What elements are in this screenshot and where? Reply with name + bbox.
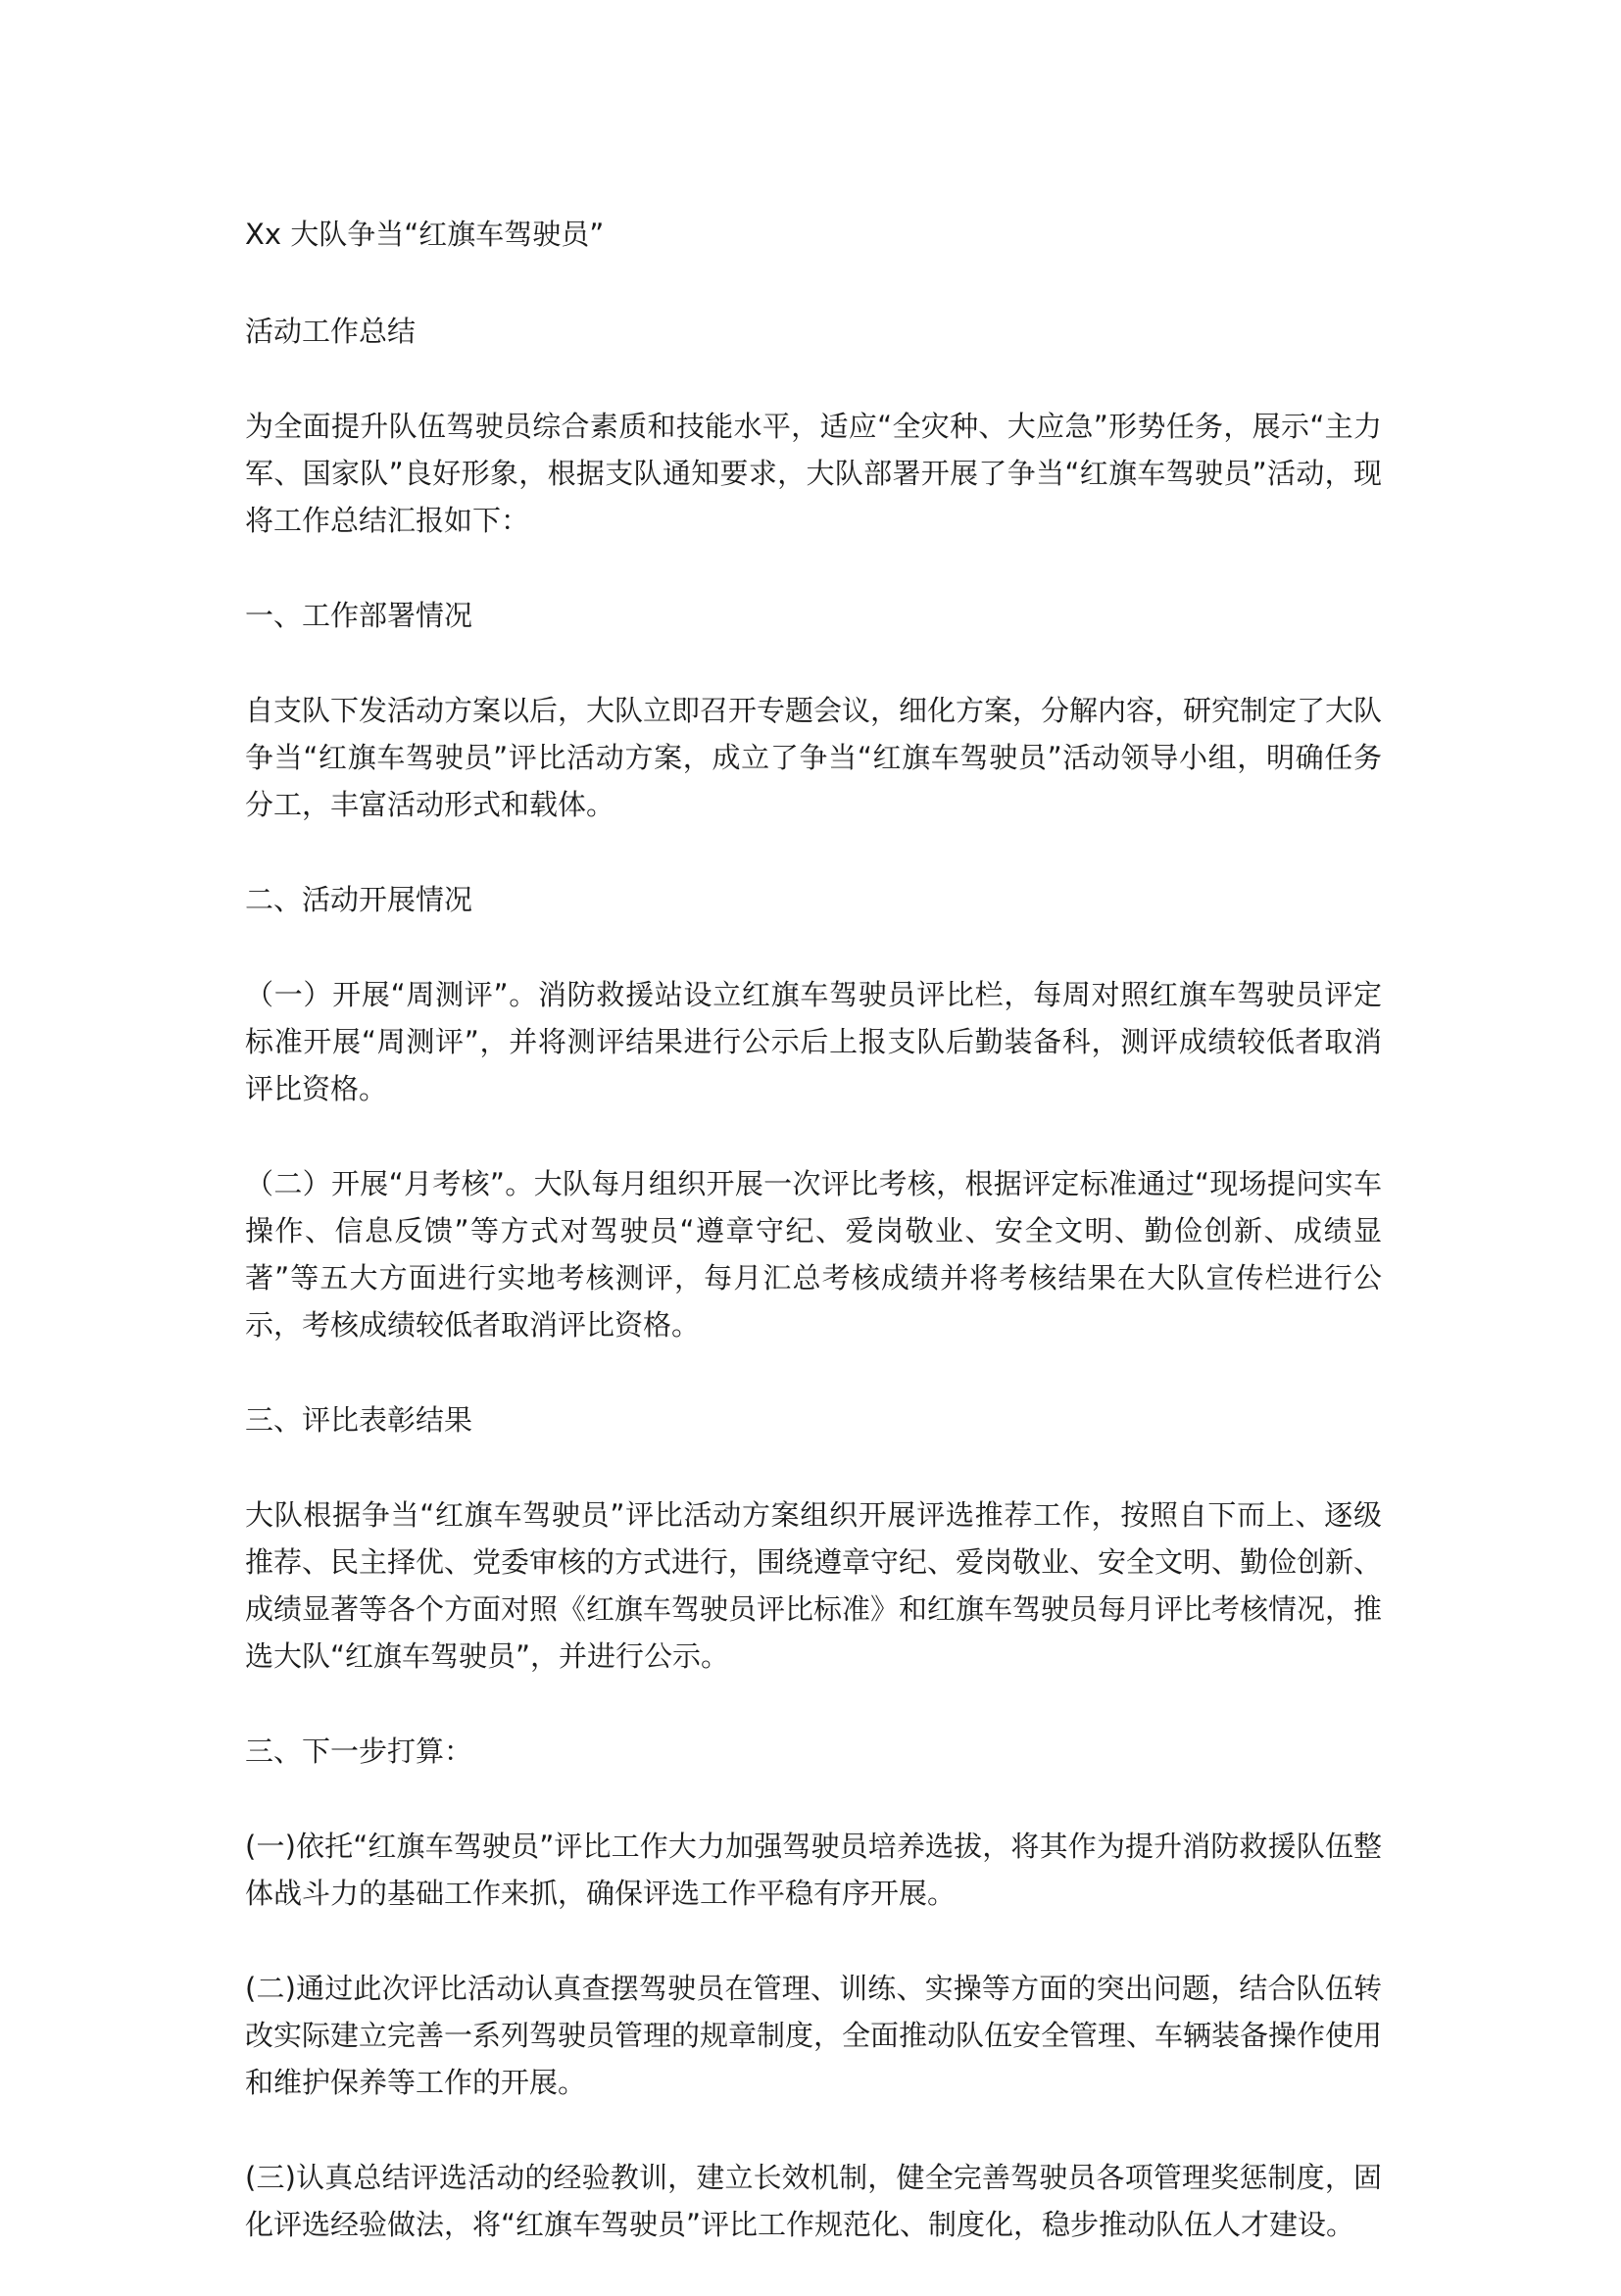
section-heading-activities: 二、活动开展情况: [245, 883, 473, 916]
document-page: [245, 211, 1382, 2296]
weekly-evaluation-paragraph: （一）开展“周测评”。消防救援站设立红旗车驾驶员评比栏，每周对照红旗车驾驶员评定标准开展“周测评”，并将测评结果进行公示后上报支队后勤装备科，测评成绩较低者取消评比资格。: [245, 978, 1382, 1105]
section-heading-next-steps: 三、下一步打算：: [245, 1734, 473, 1768]
next-step-paragraph-2: (二)通过此次评比活动认真查摆驾驶员在管理、训练、实操等方面的突出问题，结合队伍转改实际建立完善一系列驾驶员管理的规章制度，全面推动队伍安全管理、车辆装备操作使用和维护保养等工作的开展。: [245, 1972, 1383, 2099]
intro-paragraph: 为全面提升队伍驾驶员综合素质和技能水平，适应“全灾种、大应急”形势任务，展示“主力军、国家队”良好形象，根据支队通知要求，大队部署开展了争当“红旗车驾驶员”活动，现将工作总结汇报如下：: [245, 410, 1382, 537]
section-heading-results: 三、评比表彰结果: [245, 1403, 473, 1437]
next-step-paragraph-3: (三)认真总结评选活动的经验教训，建立长效机制，健全完善驾驶员各项管理奖惩制度，固化评选经验做法，将“红旗车驾驶员”评比工作规范化、制度化，稳步推动队伍人才建设。: [245, 2161, 1382, 2241]
results-paragraph: 大队根据争当“红旗车驾驶员”评比活动方案组织开展评选推荐工作，按照自下而上、逐级推荐、民主择优、党委审核的方式进行，围绕遵章守纪、爱岗敬业、安全文明、勤俭创新、成绩显著等各个方面对照《红旗车驾驶员评比标准》和红旗车驾驶员每月评比考核情况，推选大队“红旗车驾驶员”，并进行公示。: [245, 1498, 1383, 1673]
deployment-paragraph: 自支队下发活动方案以后，大队立即召开专题会议，细化方案，分解内容，研究制定了大队争当“红旗车驾驶员”评比活动方案，成立了争当“红旗车驾驶员”活动领导小组，明确任务分工，丰富活动形式和载体。: [245, 694, 1383, 821]
section-heading-deployment: 一、工作部署情况: [245, 599, 473, 632]
document-subtitle: 活动工作总结: [245, 315, 417, 348]
monthly-assessment-paragraph: （二）开展“月考核”。大队每月组织开展一次评比考核，根据评定标准通过“现场提问实车操作、信息反馈”等方式对驾驶员“遵章守纪、爱岗敬业、安全文明、勤俭创新、成绩显著”等五大方面进行实地考核测评，每月汇总考核成绩并将考核结果在大队宣传栏进行公示，考核成绩较低者取消评比资格。: [245, 1167, 1382, 1342]
next-step-paragraph-1: (一)依托“红旗车驾驶员”评比工作大力加强驾驶员培养选拔，将其作为提升消防救援队伍整体战斗力的基础工作来抓，确保评选工作平稳有序开展。: [245, 1830, 1382, 1910]
document-title: Xx 大队争当“红旗车驾驶员”: [245, 218, 605, 251]
